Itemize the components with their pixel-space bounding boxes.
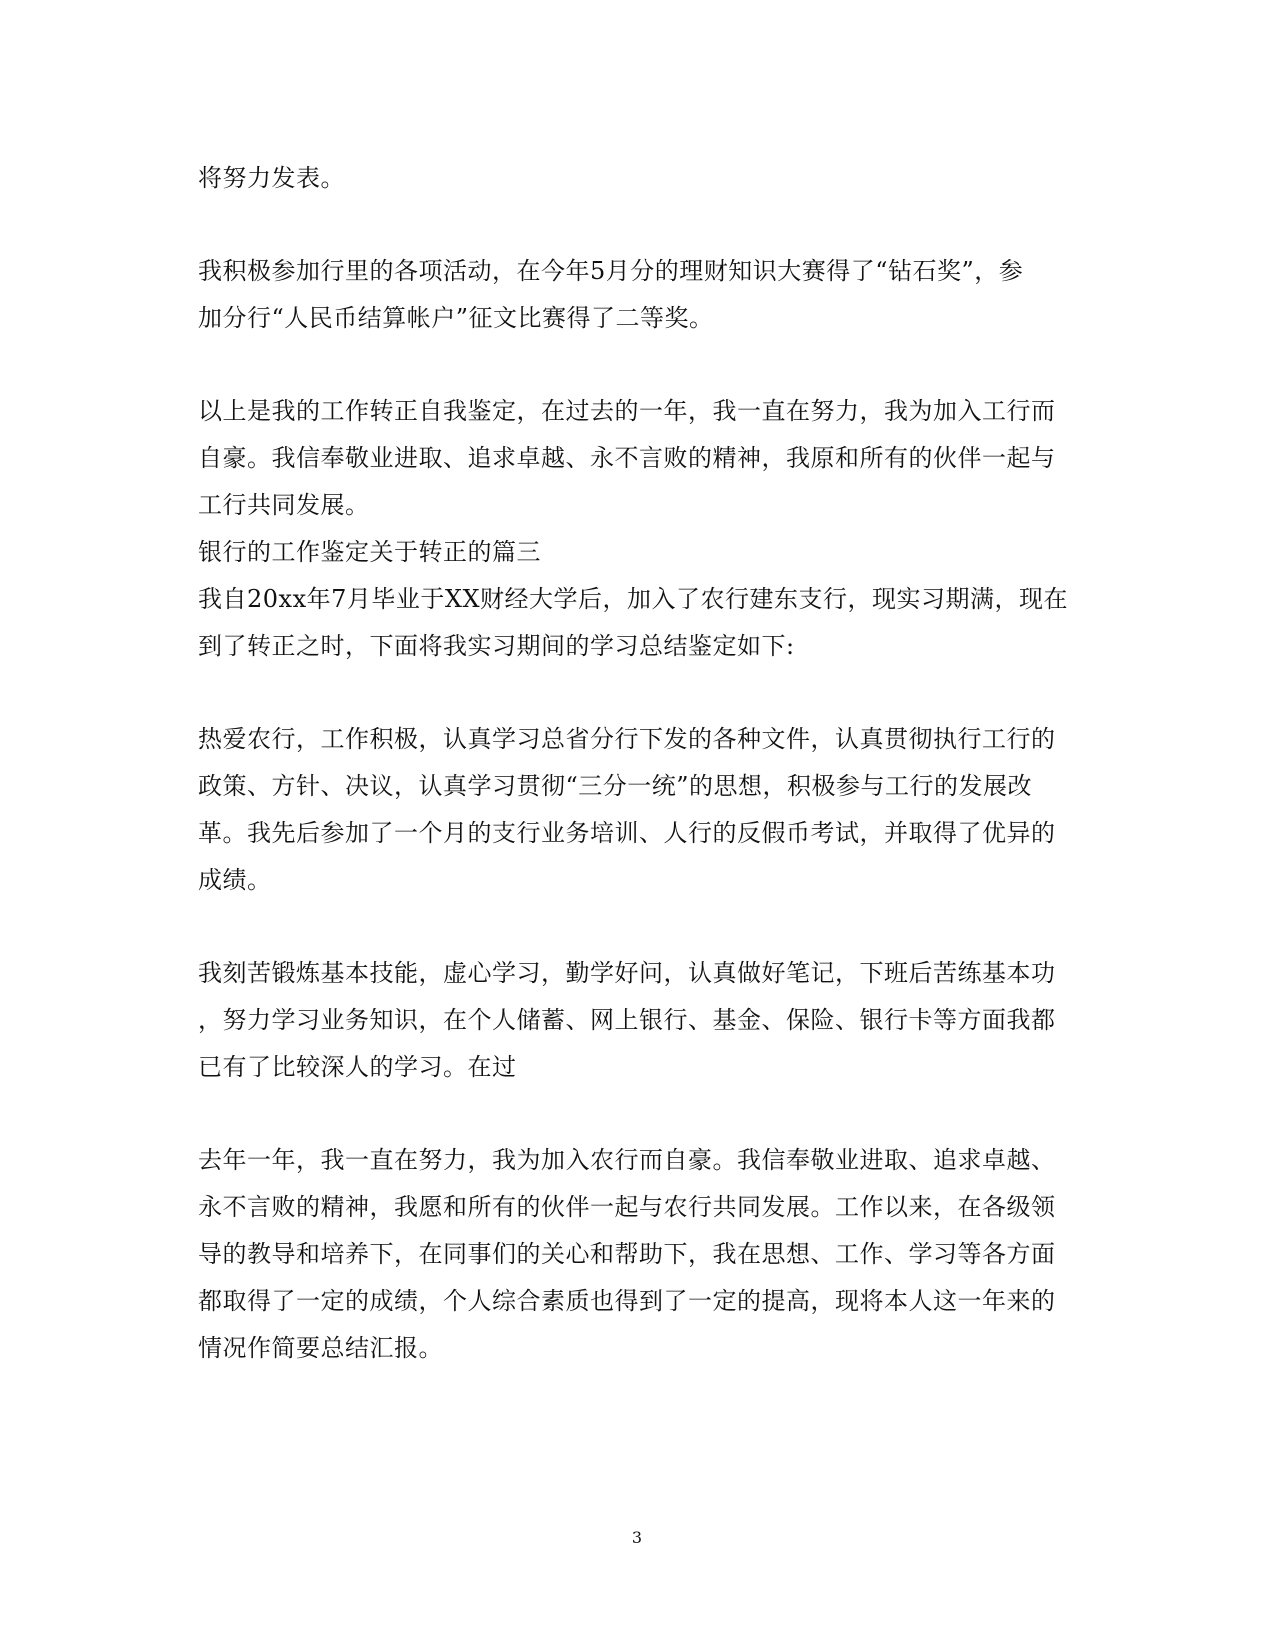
section-heading: 银行的工作鉴定关于转正的篇三 (198, 538, 541, 566)
text-line: 情况作简要总结汇报。 (198, 1334, 443, 1362)
text-line: 自豪。我信奉敬业进取、追求卓越、永不言败的精神，我原和所有的伙伴一起与 (198, 444, 1056, 472)
text-line: 革。我先后参加了一个月的支行业务培训、人行的反假币考试，并取得了优异的 (198, 819, 1056, 847)
text-line: 到了转正之时，下面将我实习期间的学习总结鉴定如下: (198, 632, 795, 660)
text-line: ，努力学习业务知识，在个人储蓄、网上银行、基金、保险、银行卡等方面我都 (198, 1006, 1056, 1034)
text-line: 政策、方针、决议，认真学习贯彻“三分一统”的思想，积极参与工行的发展改 (198, 772, 1033, 800)
text-line: 去年一年，我一直在努力，我为加入农行而自豪。我信奉敬业进取、追求卓越、 (198, 1146, 1056, 1174)
text-line: 已有了比较深人的学习。在过 (198, 1053, 517, 1081)
text-line: 将努力发表。 (198, 164, 345, 192)
text-line: 热爱农行，工作积极，认真学习总省分行下发的各种文件，认真贯彻执行工行的 (198, 725, 1056, 753)
text-line: 以上是我的工作转正自我鉴定，在过去的一年，我一直在努力，我为加入工行而 (198, 397, 1056, 425)
text-line: 都取得了一定的成绩，个人综合素质也得到了一定的提高，现将本人这一年来的 (198, 1287, 1056, 1315)
text-line: 永不言败的精神，我愿和所有的伙伴一起与农行共同发展。工作以来，在各级领 (198, 1193, 1056, 1221)
text-line: 加分行“人民币结算帐户”征文比赛得了二等奖。 (198, 304, 714, 332)
text-line: 导的教导和培养下，在同事们的关心和帮助下，我在思想、工作、学习等各方面 (198, 1240, 1056, 1268)
text-line: 成绩。 (198, 866, 272, 894)
text-line: 我刻苦锻炼基本技能，虚心学习，勤学好问，认真做好笔记，下班后苦练基本功 (198, 959, 1056, 987)
text-line: 工行共同发展。 (198, 491, 370, 519)
page-number: 3 (631, 1528, 643, 1547)
text-line: 我自20xx年7月毕业于XX财经大学后，加入了农行建东支行，现实习期满，现在 (198, 585, 1069, 613)
text-line: 我积极参加行里的各项活动，在今年5月分的理财知识大赛得了“钻石奖”，参 (198, 257, 1024, 285)
